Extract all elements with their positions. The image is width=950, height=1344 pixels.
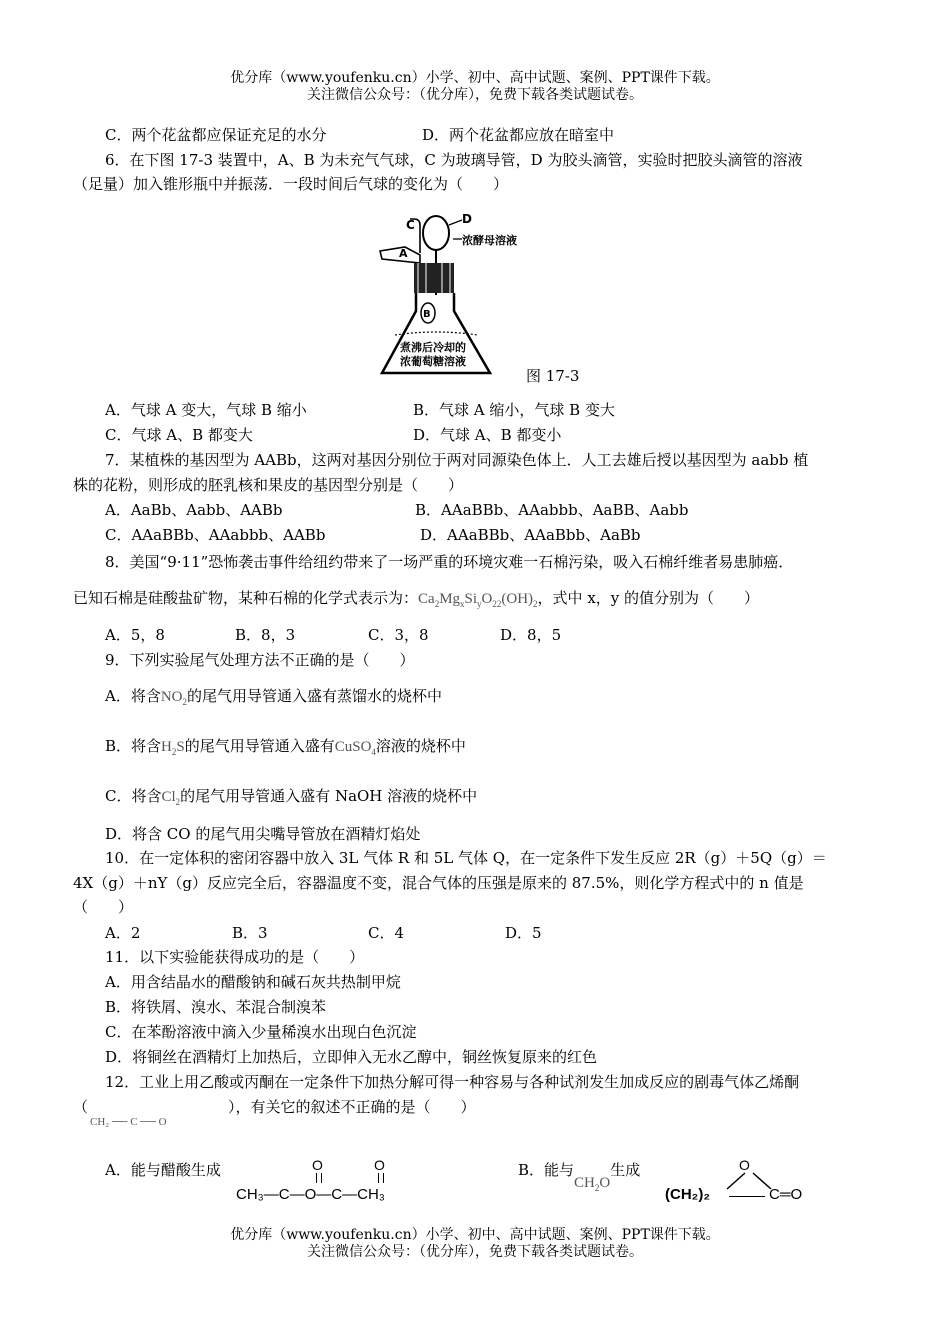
asbestos-formula: $Ca_2Mg_xSi_yO_{22}(OH)_2$ xyxy=(418,591,538,609)
q6-stem-line-2: （足量）加入锥形瓶中并振荡．一段时间后气球的变化为（ ） xyxy=(73,175,509,193)
q6-stem-line-1: 6．在下图 17-3 装置中，A、B 为未充气气球，C 为玻璃导管，D 为胶头滴管，实验时把胶头滴管的溶液 xyxy=(105,151,803,169)
flask-label-1: 煮沸后冷却的 xyxy=(400,341,466,354)
label-d: D xyxy=(462,212,472,226)
q6-option-c: C．气球 A、B 都变大 xyxy=(105,426,253,444)
label-c: C xyxy=(406,218,415,232)
q9-stem: 9．下列实验尾气处理方法不正确的是（ ） xyxy=(105,651,415,669)
q10-stem-line-1: 10．在一定体积的密闭容器中放入 3L 气体 R 和 5L 气体 Q，在一定条件下发生反应 2R（g）＋5Q（g）＝ xyxy=(105,849,827,867)
header-line-1: 优分库（www.youfenku.cn）小学、初中、高中试题、案例、PPT课件下载。 xyxy=(230,70,720,86)
q11-stem: 11．以下实验能获得成功的是（ ） xyxy=(105,948,365,966)
q6-option-a: A．气球 A 变大，气球 B 缩小 xyxy=(105,401,307,419)
q7-option-d: D．AAaBBb、AAaBbb、AaBb xyxy=(420,526,641,544)
q8-option-a: A．5，8 xyxy=(105,626,165,644)
q11-option-d: D．将铜丝在酒精灯上加热后，立即伸入无水乙醇中，铜丝恢复原来的红色 xyxy=(105,1048,598,1066)
q12-option-b: B．能与$CH_2O$生成 xyxy=(518,1161,641,1193)
cyclic-ketone-structure: O (CH₂)₂ C═O xyxy=(665,1157,803,1203)
q10-option-b: B．3 xyxy=(232,924,268,942)
rubber-stopper xyxy=(414,263,454,293)
q9-option-d: D．将含 CO 的尾气用尖嘴导管放在酒精灯焰处 xyxy=(105,825,421,843)
header-line-2: 关注微信公众号：（优分库），免费下载各类试题试卷。 xyxy=(307,87,643,103)
q8-option-d: D．8，5 xyxy=(500,626,562,644)
label-a: A xyxy=(399,247,408,260)
q8-stem-post: ，式中 x，y 的值分别为（ ） xyxy=(537,589,760,607)
q10-option-a: A．2 xyxy=(105,924,141,942)
q11-option-a: A．用含结晶水的醋酸钠和碱石灰共热制甲烷 xyxy=(105,973,401,991)
q7-stem-line-2: 株的花粉，则形成的胚乳核和果皮的基因型分别是（ ） xyxy=(73,476,464,494)
q8-stem-line-2 xyxy=(73,588,759,614)
q8-option-b: B．8，3 xyxy=(235,626,296,644)
label-b: B xyxy=(423,309,431,320)
ketene-formula: CH₂ ── C ── O xyxy=(90,1116,167,1128)
q10-stem-line-2: 4X（g）＋nY（g）反应完全后，容器温度不变，混合气体的压强是原来的 87.5%，则化学方程式中的 n 值是 xyxy=(73,874,804,892)
q8-stem-line-1: 8．美国“9·11”恐怖袭击事件给纽约带来了一场严重的环境灾难一石棉污染，吸入石棉纤维者易患肺癌． xyxy=(105,553,794,571)
q10-option-c: C．4 xyxy=(368,924,405,942)
q9-option-b: B．将含$H_2S$的尾气用导管通入盛有CuSO$_4$溶液的烧杯中 xyxy=(105,737,466,757)
acetic-anhydride-structure: O O CH₃—C—O—C—CH₃ xyxy=(236,1157,385,1203)
q11-option-c: C．在苯酚溶液中滴入少量稀溴水出现白色沉淀 xyxy=(105,1023,417,1041)
q8-stem-pre: 已知石棉是硅酸盐矿物，某种石棉的化学式表示为： xyxy=(73,589,419,607)
q9-option-a: A．将含$NO_2$的尾气用导管通入盛有蒸馏水的烧杯中 xyxy=(105,687,443,707)
q7-option-a: A．AaBb、Aabb、AABb xyxy=(105,501,283,519)
q11-option-b: B．将铁屑、溴水、苯混合制溴苯 xyxy=(105,998,327,1016)
q6-option-d: D．气球 A、B 都变小 xyxy=(413,426,562,444)
dropper-label: 浓酵母溶液 xyxy=(462,234,517,247)
dropper-bulb xyxy=(423,216,449,250)
flask-label-2: 浓葡萄糖溶液 xyxy=(400,355,466,368)
figure-17-3-apparatus xyxy=(370,203,550,378)
q7-stem-line-1: 7．某植株的基因型为 AABb，这两对基因分别位于两对同源染色体上．人工去雄后授以基因型为 aabb 植 xyxy=(105,451,809,469)
q5-option-d: D．两个花盆都应放在暗室中 xyxy=(422,126,615,144)
q10-option-d: D．5 xyxy=(505,924,542,942)
q7-option-b: B．AAaBBb、AAabbb、AaBB、Aabb xyxy=(415,501,689,519)
q12-stem-line-2: （ ），有关它的叙述不正确的是（ ） xyxy=(73,1098,476,1116)
q8-option-c: C．3，8 xyxy=(368,626,429,644)
footer-line-2: 关注微信公众号：（优分库），免费下载各类试题试卷。 xyxy=(307,1244,643,1260)
q12-stem-line-1: 12．工业上用乙酸或丙酮在一定条件下加热分解可得一种容易与各种试剂发生加成反应的剧毒气体乙烯酮 xyxy=(105,1073,800,1091)
q7-option-c: C．AAaBBb、AAabbb、AABb xyxy=(105,526,326,544)
q12-option-a: A．能与醋酸生成 xyxy=(105,1161,221,1179)
q9-option-c: C．将含$Cl_2$的尾气用导管通入盛有 NaOH 溶液的烧杯中 xyxy=(105,787,478,807)
figure-caption: 图 17-3 xyxy=(526,367,580,385)
q10-stem-line-3: （ ） xyxy=(73,898,134,916)
q6-option-b: B．气球 A 缩小，气球 B 变大 xyxy=(413,401,615,419)
footer-line-1: 优分库（www.youfenku.cn）小学、初中、高中试题、案例、PPT课件下载。 xyxy=(230,1227,720,1243)
q5-option-c: C．两个花盆都应保证充足的水分 xyxy=(105,126,327,144)
